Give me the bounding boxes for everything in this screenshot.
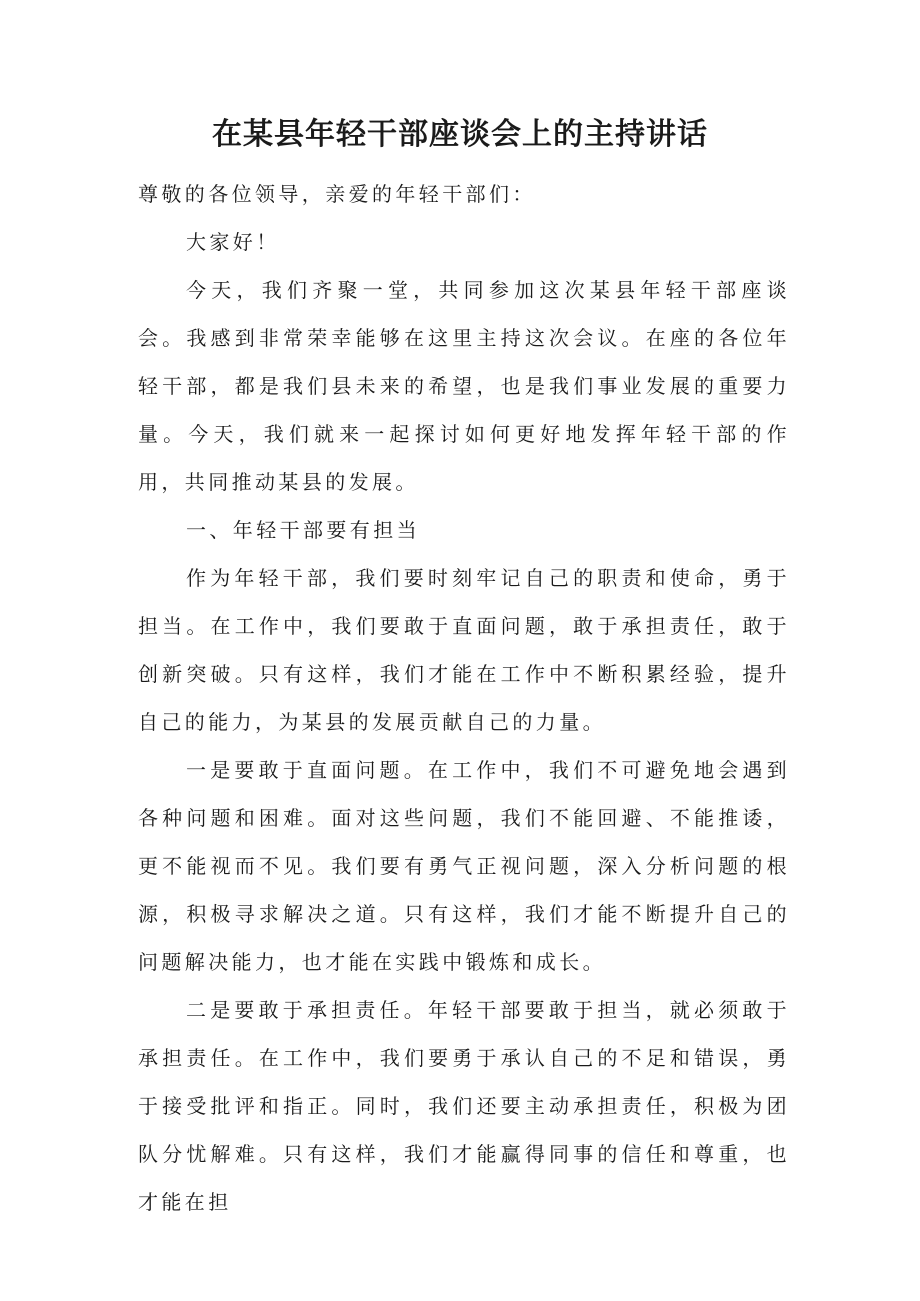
document-body [138,170,790,1226]
greeting-paragraph: 大家好！ [186,230,280,254]
point-2-paragraph: 二是要敢于承担责任。年轻干部要敢于担当，就必须敢于承担责任。在工作中，我们要勇于承认自己的不足和错误，勇于接受批评和指正。同时，我们还要主动承担责任，积极为团队分忧解难。只有这样，我们才能赢得同事的信任和尊重，也才能在担 [138,998,790,1214]
document-title: 在某县年轻干部座谈会上的主持讲话 [212,117,708,152]
salutation-paragraph: 尊敬的各位领导，亲爱的年轻干部们： [138,182,536,206]
intro-paragraph: 今天，我们齐聚一堂，共同参加这次某县年轻干部座谈会。我感到非常荣幸能够在这里主持这次会议。在座的各位年轻干部，都是我们县未来的希望，也是我们事业发展的重要力量。今天，我们就来一起探讨如何更好地发挥年轻干部的作用，共同推动某县的发展。 [138,278,790,494]
point-1-paragraph: 一是要敢于直面问题。在工作中，我们不可避免地会遇到各种问题和困难。面对这些问题，我们不能回避、不能推诿，更不能视而不见。我们要有勇气正视问题，深入分析问题的根源，积极寻求解决之道。只有这样，我们才能不断提升自己的问题解决能力，也才能在实践中锻炼和成长。 [138,758,790,974]
section-1-paragraph: 作为年轻干部，我们要时刻牢记自己的职责和使命，勇于担当。在工作中，我们要敢于直面问题，敢于承担责任，敢于创新突破。只有这样，我们才能在工作中不断积累经验，提升自己的能力，为某县的发展贡献自己的力量。 [138,566,790,734]
section-heading-1: 一、年轻干部要有担当 [186,518,420,542]
